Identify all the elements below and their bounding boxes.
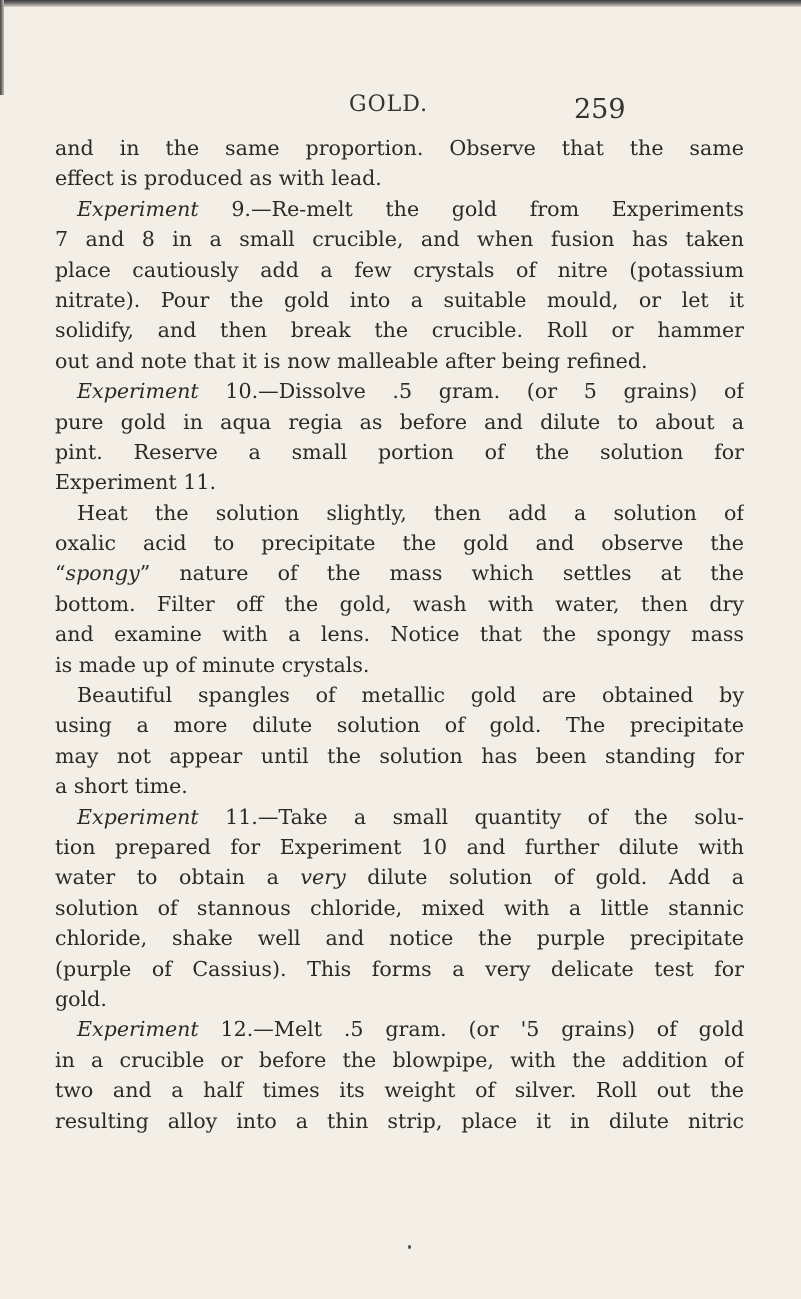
text-line [55,1075,744,1105]
text-run: solidify, and then break the crucible. Roll or hammer [55,318,744,343]
text-run: pure gold in aqua regia as before and dilute to about a [55,409,744,434]
chapter-title: GOLD. [349,92,429,117]
italic-text-run: Experiment [77,196,199,221]
text-line [55,741,744,771]
text-run: resulting alloy into a thin strip, place it in dilute nitric [55,1108,744,1133]
text-run: water to obtain a [55,865,301,890]
italic-text-run: Experiment [77,1017,199,1042]
text-run: and examine with a lens. Notice that the spongy mass [55,622,744,647]
italic-text-run: Experiment [77,379,199,404]
text-run: place cautiously add a few crystals of nitre (potassium [55,257,744,282]
text-line [55,407,744,437]
text-line [55,1045,744,1075]
italic-text-run: very [300,865,346,890]
text-line [55,346,744,376]
text-run: solution of stannous chloride, mixed with a little stannic [55,895,744,920]
text-line [55,680,744,710]
text-run: a short time. [55,774,188,799]
text-run: tion prepared for Experiment 10 and further dilute with [55,834,744,859]
text-line [55,984,744,1014]
text-line [55,650,744,680]
text-run: effect is produced as with lead. [55,166,382,191]
page-number: 259 [574,94,626,125]
text-line [55,954,744,984]
paper-speck [408,1245,411,1249]
text-line [55,163,744,193]
text-line [55,224,744,254]
text-line [55,255,744,285]
text-run: bottom. Filter off the gold, wash with water, then dry [55,591,744,616]
italic-text-run: Experiment [77,804,199,829]
running-head [0,92,801,132]
text-run: out and note that it is now malleable after being refined. [55,348,648,373]
text-run: 12.—Melt .5 gram. (or '5 grains) of gold [198,1017,744,1042]
text-run: 9.—Re-melt the gold from Experiments [198,196,744,221]
text-line [55,528,744,558]
text-run: 7 and 8 in a small crucible, and when fusion has taken [55,227,744,252]
text-line [55,315,744,345]
text-line [55,1106,744,1136]
page-top-edge-shadow [0,0,801,7]
text-run: pint. Reserve a small portion of the solution for [55,439,744,464]
text-line [55,285,744,315]
text-run: (purple of Cassius). This forms a very delicate test for [55,956,744,981]
body-text [55,133,744,1136]
text-run: Beautiful spangles of metallic gold are obtained by [77,683,744,708]
text-line [55,376,744,406]
text-run: in a crucible or before the blowpipe, with the addition of [55,1047,744,1072]
text-line [55,862,744,892]
text-line [55,710,744,740]
text-line [55,619,744,649]
text-run: gold. [55,986,107,1011]
page-left-edge-shadow [0,0,4,95]
text-run: may not appear until the solution has been standing for [55,743,744,768]
text-line [55,832,744,862]
text-run: Experiment 11. [55,470,216,495]
text-run: using a more dilute solution of gold. The precipitate [55,713,744,738]
text-run: dilute solution of gold. Add a [345,865,744,890]
text-line [55,558,744,588]
text-line [55,923,744,953]
text-run: chloride, shake well and notice the purple precipitate [55,926,744,951]
text-run: two and a half times its weight of silver. Roll out the [55,1078,744,1103]
text-line [55,771,744,801]
italic-text-run: spongy [65,561,140,586]
text-run: nitrate). Pour the gold into a suitable mould, or let it [55,287,744,312]
text-run: Heat the solution slightly, then add a solution of [77,500,744,525]
text-run: “ [55,561,66,586]
text-run: 10.—Dissolve .5 gram. (or 5 grains) of [198,379,744,404]
text-line [55,133,744,163]
text-line [55,437,744,467]
text-line [55,802,744,832]
text-line [55,467,744,497]
text-run: and in the same proportion. Observe that the same [55,136,744,160]
text-line [55,589,744,619]
text-run: 11.—Take a small quantity of the solu- [198,804,744,829]
text-line [55,1014,744,1044]
text-run: ” nature of the mass which settles at the [139,561,744,586]
text-run: oxalic acid to precipitate the gold and observe the [55,531,744,556]
text-line [55,498,744,528]
text-line [55,893,744,923]
text-line [55,194,744,224]
text-run: is made up of minute crystals. [55,652,370,677]
